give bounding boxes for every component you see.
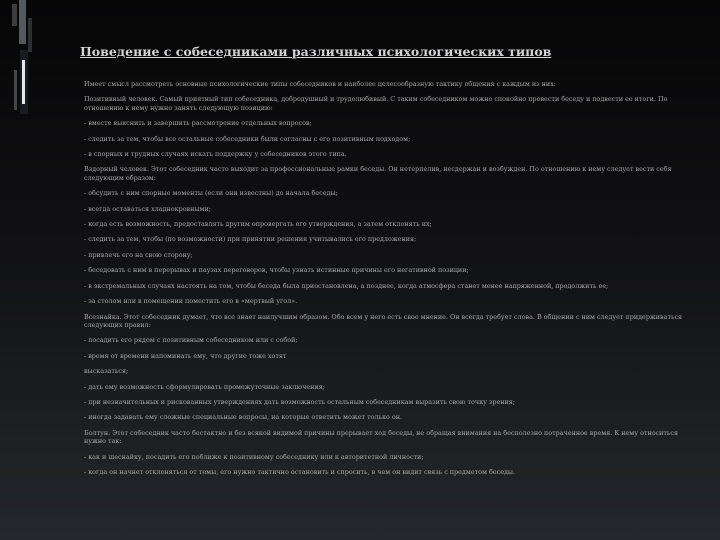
decorative-bar — [14, 70, 17, 110]
paragraph: - при незначительных и рискованных утверждениях дать возможность остальным собеседникам выразить свою точку зрения; — [84, 397, 515, 406]
paragraph: Позитивный человек. Самый приятный тип собеседника, добродушный и трудолюбивый. С таким собеседником можно спокойно провести беседу и подвести ее итоги. По отношению к нему нужно занять следующую позицию: — [84, 95, 668, 112]
paragraph: - беседовать с ним в перерывах и паузах переговоров, чтобы узнать истинные причины его негативной позиции; — [84, 266, 469, 275]
paragraph: Вздорный человек. Этот собеседник часто выходит за профессиональные рамки беседы. Он нетерпелив, несдержан и возбужден. По отношению к нему следует вести себя следующим образом: — [84, 165, 672, 182]
decorative-bars — [0, 0, 40, 540]
paragraph: - за столом или в помещении поместить его в «мертвый угол». — [84, 297, 298, 306]
paragraph: - когда есть возможность, предоставлять другим опровергать его утверждения, а затем отклонять их; — [84, 220, 432, 229]
paragraph: - как и шеснайку, посадить его поближе к позитивному собеседнику или к авторитетной личности; — [84, 452, 424, 461]
paragraph: - иногда задавать ему сложные специальные вопросы, на которые ответить может только он. — [84, 413, 403, 422]
paragraph: - привлечь его на свою сторону; — [84, 250, 193, 259]
paragraph: - обсудить с ним спорные моменты (если они известны) до начала беседы; — [84, 189, 338, 198]
paragraph: - дать ему возможность сформулировать промежуточные заключения; — [84, 382, 325, 391]
paragraph: Болтун. Этот собеседник часто бестактно и без всякой видимой причины прерывает ход беседы, не обращая внимания на бесполезно потраченное время. К нему относиться нужно так: — [84, 428, 679, 446]
decorative-bar — [12, 4, 17, 26]
paragraph: - следить за тем, чтобы (по возможности) при принятии решения учитывались его предложения; — [84, 235, 417, 244]
decorative-bar — [19, 0, 26, 44]
decorative-bar — [28, 18, 32, 52]
paragraph: - в спорных и трудных случаях искать поддержку у собеседников этого типа. — [84, 150, 347, 159]
slide-title: Поведение с собеседниками различных психологических типов — [80, 44, 552, 59]
paragraph: - всегда оставаться хладнокровными; — [84, 204, 211, 213]
paragraph: - время от времени напоминать ему, что другие тоже хотят — [84, 351, 287, 360]
decorative-bar — [22, 60, 25, 104]
paragraph: - в экстремальных случаях настоять на том, чтобы беседа была приостановлена, а позднее, когда атмосфера станет менее напряженной, продолжить ее; — [84, 281, 609, 290]
paragraph: - вместе выяснить и завершить рассмотрение отдельных вопросов; — [84, 119, 312, 128]
paragraph: - когда он начнет отклоняться от темы, его нужно тактично остановить и спросить, в чем он видит связь с предметом беседы. — [84, 467, 516, 476]
paragraph: - посадить его рядом с позитивным собеседником или с собой; — [84, 336, 298, 345]
paragraph: высказаться; — [84, 367, 129, 376]
slide-body — [84, 80, 684, 483]
paragraph: Всезнайка. Этот собеседник думает, что все знает наилучшим образом. Обо всем у него есть свое мнение. Он всегда требует слова. В общении с ним следует придерживаться следующих правил: — [84, 312, 683, 329]
paragraph: Имеет смысл рассмотреть основные психологические типы собеседников и наиболее целесообразную тактику общения с каждым из них: — [84, 80, 556, 88]
paragraph: - следить за тем, чтобы все остальные собеседники были согласны с его позитивным подходом; — [84, 134, 411, 143]
